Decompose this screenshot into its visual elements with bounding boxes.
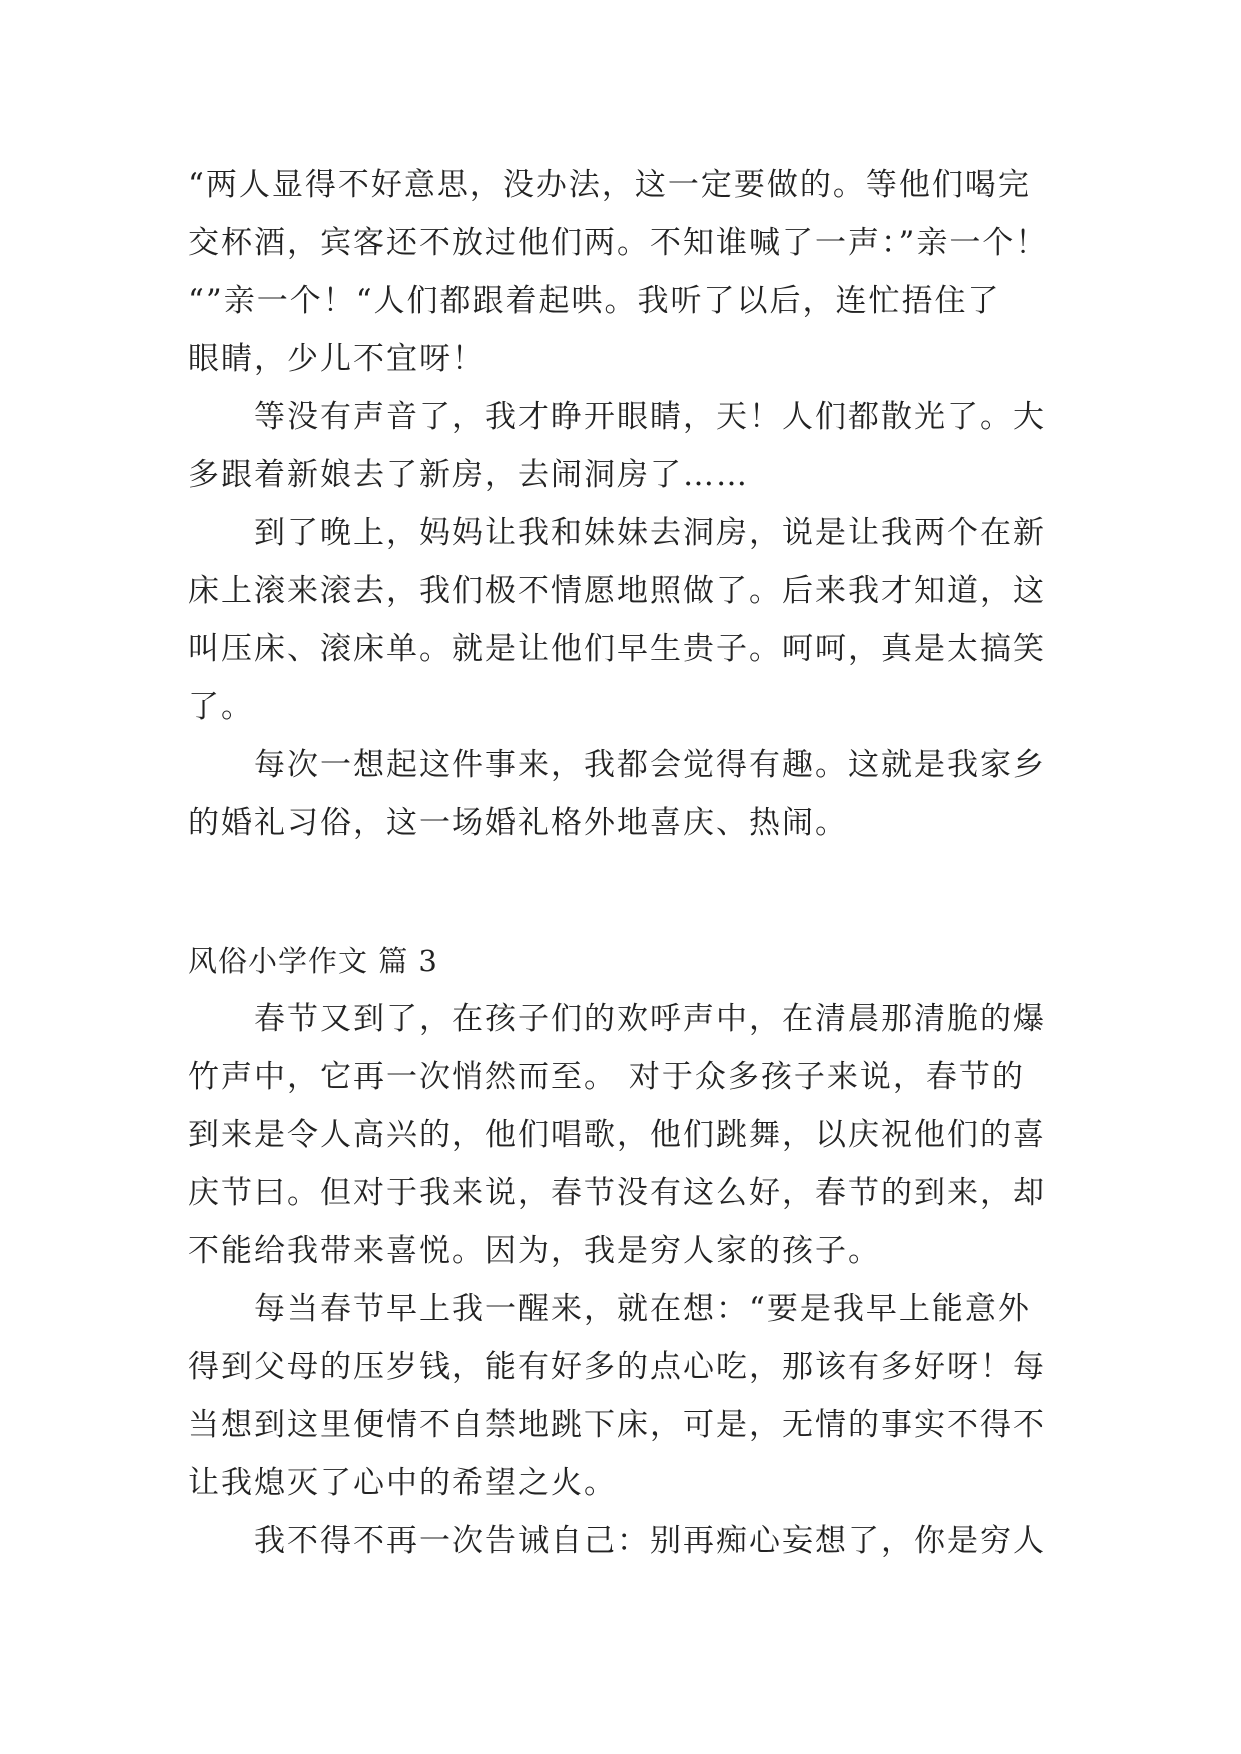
text-line: 床上滚来滚去，我们极不情愿地照做了。后来我才知道，这: [188, 573, 1046, 609]
text-line: 的婚礼习俗，这一场婚礼格外地喜庆、热闹。: [188, 805, 848, 841]
text-line: 竹声中，它再一次悄然而至。 对于众多孩子来说，春节的: [188, 1059, 1025, 1095]
text-line: 不能给我带来喜悦。因为，我是穷人家的孩子。: [188, 1233, 881, 1269]
paragraph-first-line: 每次一想起这件事来，我都会觉得有趣。这就是我家乡: [254, 747, 1046, 783]
text-line: “两人显得不好意思，没办法，这一定要做的。等他们喝完: [188, 167, 1031, 203]
text-line: 让我熄灭了心中的希望之火。: [188, 1465, 617, 1501]
text-line: 了。: [188, 689, 254, 725]
text-line: “”亲一个！“人们都跟着起哄。我听了以后，连忙捂住了: [188, 283, 1001, 319]
text-line: 多跟着新娘去了新房，去闹洞房了……: [188, 457, 749, 493]
text-line: 得到父母的压岁钱，能有好多的点心吃，那该有多好呀！每: [188, 1349, 1046, 1385]
text-line: 交杯酒，宾客还不放过他们两。不知谁喊了一声：”亲一个！: [188, 225, 1049, 261]
document-body: [188, 156, 1088, 1570]
paragraph-first-line: 等没有声音了，我才睁开眼睛，天！人们都散光了。大: [254, 399, 1046, 435]
text-line: 眼睛，少儿不宜呀！: [188, 341, 485, 377]
paragraph-first-line: 春节又到了，在孩子们的欢呼声中，在清晨那清脆的爆: [254, 1001, 1046, 1037]
paragraph-first-line: 我不得不再一次告诫自己：别再痴心妄想了，你是穷人: [254, 1523, 1046, 1559]
section-heading: 风俗小学作文 篇 3: [188, 944, 438, 978]
paragraph-first-line: 每当春节早上我一醒来，就在想：“要是我早上能意外: [254, 1291, 1031, 1327]
section-spacer: [188, 852, 1088, 932]
text-line: 庆节曰。但对于我来说，春节没有这么好，春节的到来，却: [188, 1175, 1046, 1211]
text-line: 叫压床、滚床单。就是让他们早生贵子。呵呵，真是太搞笑: [188, 631, 1046, 667]
text-line: 当想到这里便情不自禁地跳下床，可是，无情的事实不得不: [188, 1407, 1046, 1443]
paragraph-first-line: 到了晚上，妈妈让我和妹妹去洞房，说是让我两个在新: [254, 515, 1046, 551]
text-line: 到来是令人高兴的，他们唱歌，他们跳舞，以庆祝他们的喜: [188, 1117, 1046, 1153]
